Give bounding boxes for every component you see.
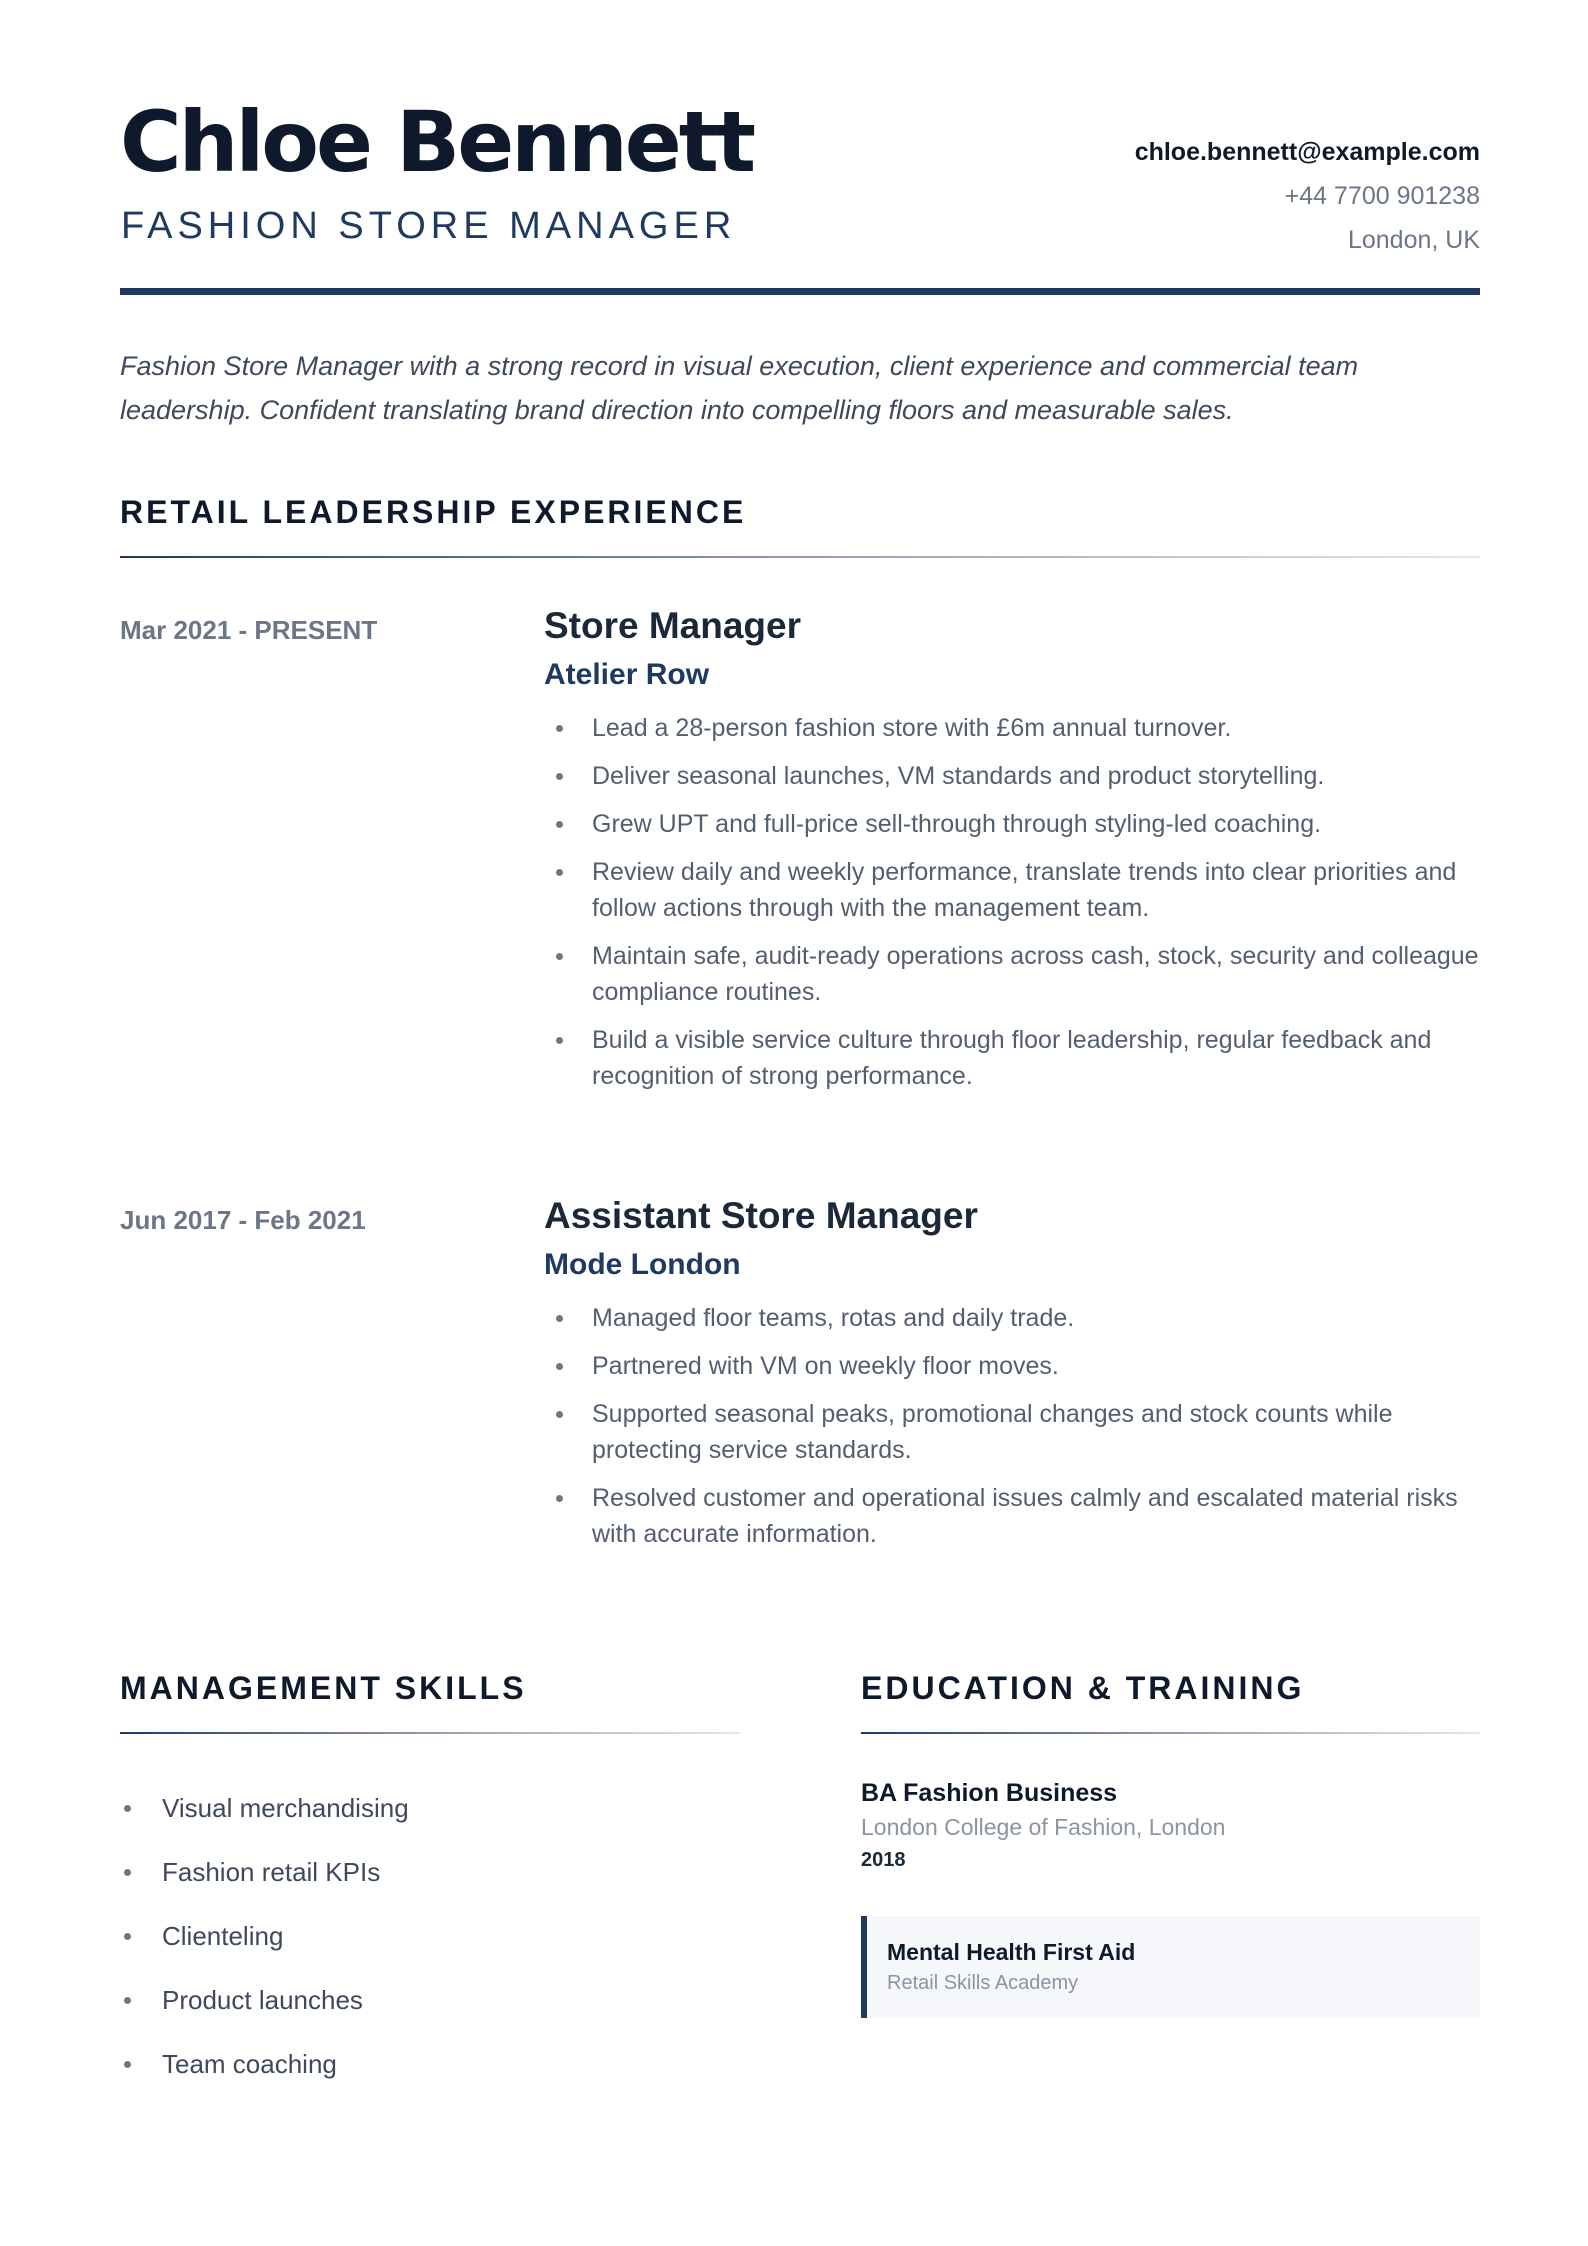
job-dates: Jun 2017 - Feb 2021 <box>120 1205 366 1235</box>
skills-list <box>120 1776 409 2096</box>
job-bullet: Grew UPT and full-price sell-through through styling-led coaching. <box>544 806 1484 842</box>
skill-item: Product launches <box>120 1968 409 2032</box>
skill-item: Team coaching <box>120 2032 409 2096</box>
contact-block <box>1135 130 1480 262</box>
education-divider <box>861 1732 1480 1734</box>
experience-divider <box>120 556 1480 558</box>
job-bullet: Managed floor teams, rotas and daily trade. <box>544 1300 1484 1336</box>
job-bullet: Partnered with VM on weekly floor moves. <box>544 1348 1484 1384</box>
certification-card <box>861 1916 1480 2018</box>
job-bullet: Maintain safe, audit-ready operations across cash, stock, security and colleague compliance routines. <box>544 938 1484 1010</box>
job-bullet: Supported seasonal peaks, promotional changes and stock counts while protecting service standards. <box>544 1396 1484 1468</box>
job-bullet: Deliver seasonal launches, VM standards and product storytelling. <box>544 758 1484 794</box>
candidate-role: FASHION STORE MANAGER <box>121 205 737 247</box>
contact-phone: +44 7700 901238 <box>1284 182 1480 210</box>
skills-heading: MANAGEMENT SKILLS <box>120 1670 527 1706</box>
contact-email[interactable]: chloe.bennett@example.com <box>1134 138 1480 166</box>
school-name: London College of Fashion, London <box>861 1814 1226 1840</box>
job-bullet: Lead a 28-person fashion store with £6m annual turnover. <box>544 710 1484 746</box>
certification-title: Mental Health First Aid <box>887 1939 1136 1965</box>
degree-title: BA Fashion Business <box>861 1779 1118 1807</box>
header-divider <box>120 288 1480 295</box>
job-company: Mode London <box>544 1248 741 1281</box>
skill-item: Visual merchandising <box>120 1776 409 1840</box>
job-bullets <box>544 710 1484 1106</box>
candidate-name: Chloe Bennett <box>120 93 754 191</box>
job-dates: Mar 2021 - PRESENT <box>120 615 378 645</box>
certification-org: Retail Skills Academy <box>887 1972 1079 1994</box>
contact-location: London, UK <box>1347 226 1480 254</box>
job-title: Store Manager <box>544 605 802 646</box>
job-bullet: Review daily and weekly performance, translate trends into clear priorities and follow actions through with the management team. <box>544 854 1484 926</box>
job-bullet: Resolved customer and operational issues calmly and escalated material risks with accurate information. <box>544 1480 1484 1552</box>
job-company: Atelier Row <box>544 658 710 691</box>
job-bullets <box>544 1300 1484 1564</box>
job-bullet: Build a visible service culture through floor leadership, regular feedback and recognition of strong performance. <box>544 1022 1484 1094</box>
job-title: Assistant Store Manager <box>544 1195 978 1236</box>
education-heading: EDUCATION & TRAINING <box>861 1670 1305 1706</box>
profile-summary: Fashion Store Manager with a strong record in visual execution, client experience and commercial team leadership. Confident translating brand direction into compelling floors and measurable sales. <box>120 351 1359 425</box>
skill-item: Fashion retail KPIs <box>120 1840 409 1904</box>
education-entry <box>861 1776 1481 1876</box>
graduation-year: 2018 <box>861 1849 906 1871</box>
skill-item: Clienteling <box>120 1904 409 1968</box>
skills-divider <box>120 1732 740 1734</box>
experience-heading: RETAIL LEADERSHIP EXPERIENCE <box>120 494 747 530</box>
